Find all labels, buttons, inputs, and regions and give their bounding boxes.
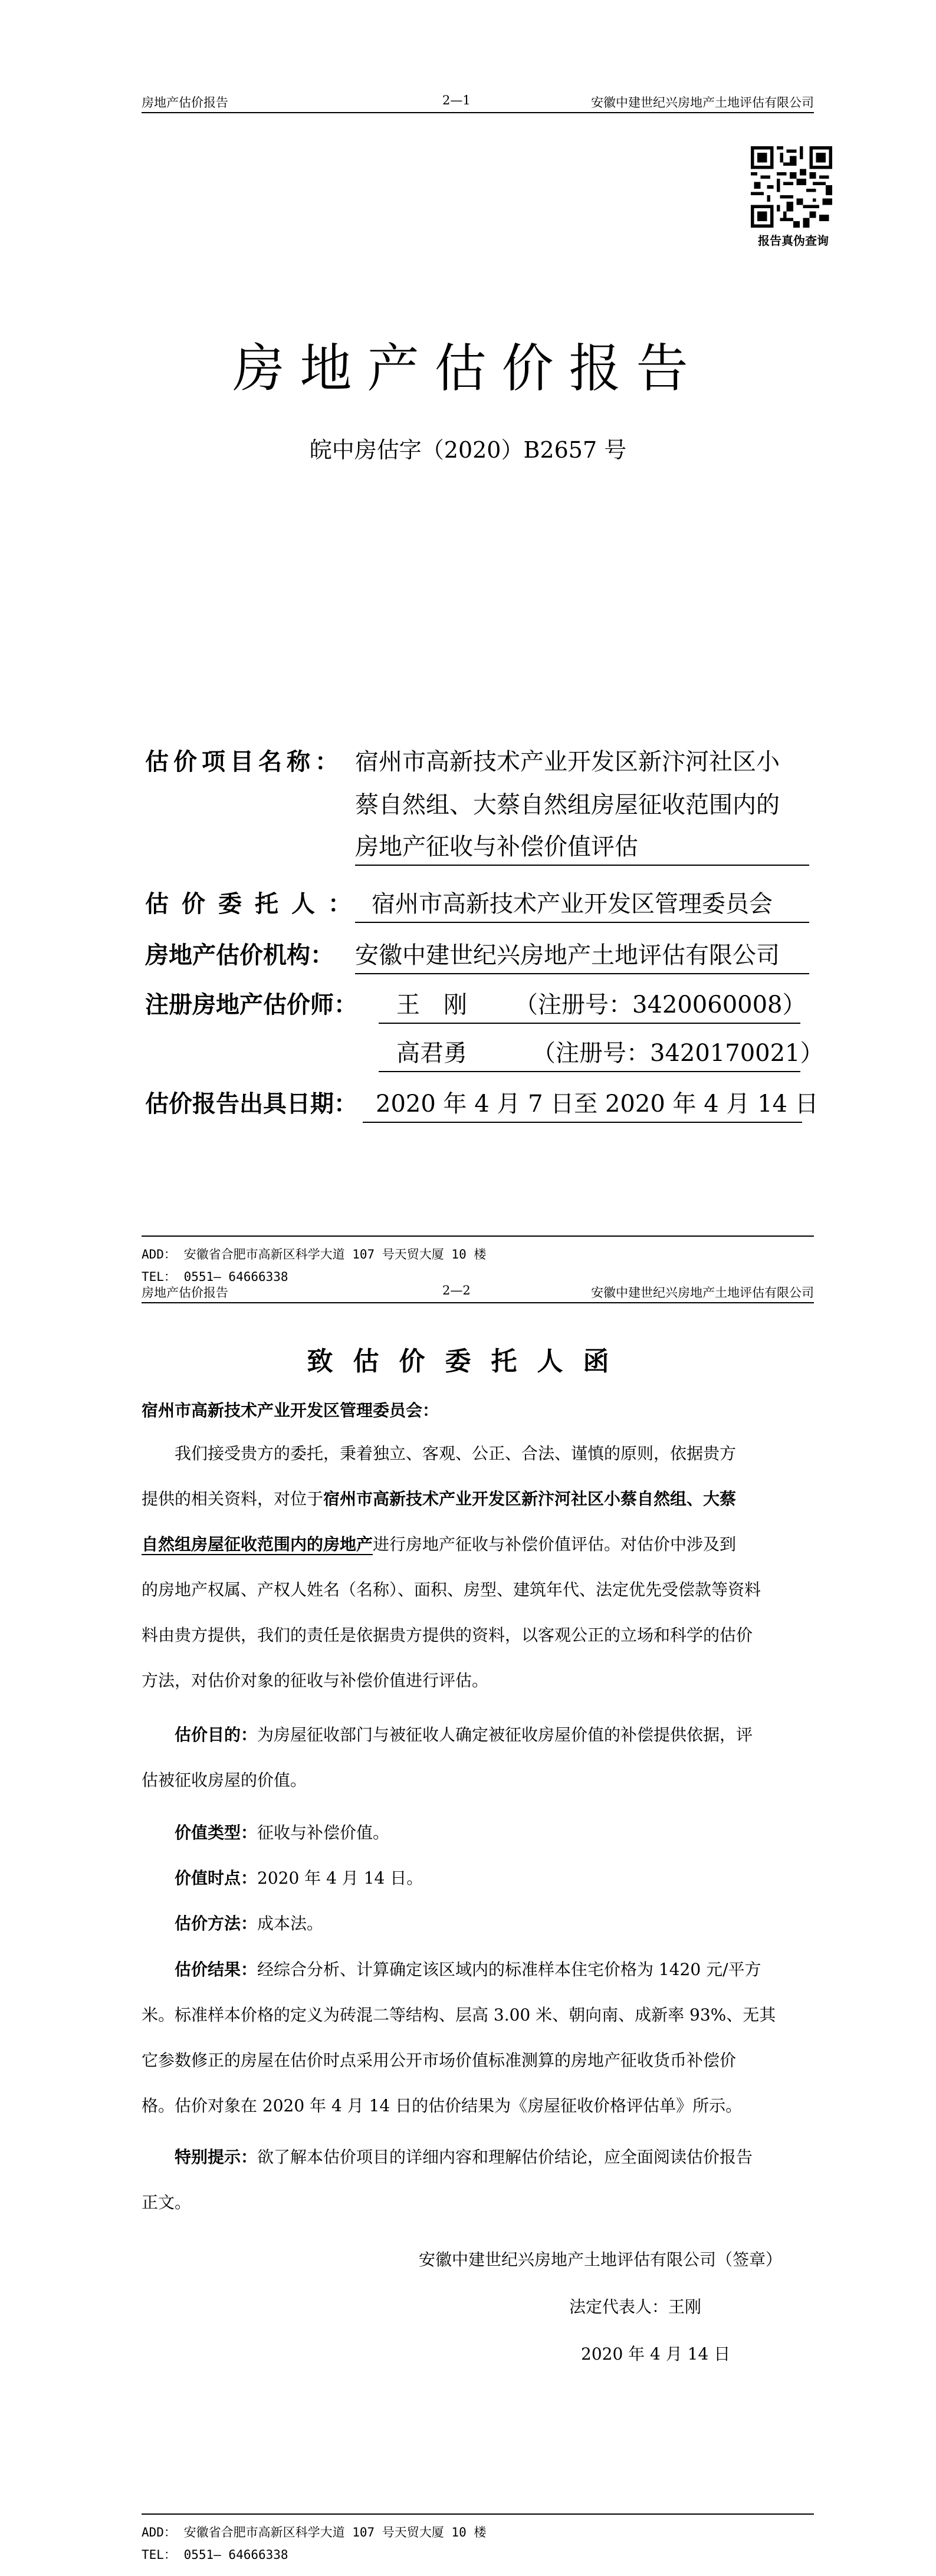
date-row	[145, 1086, 357, 1122]
agency-row	[145, 938, 334, 973]
purpose-line1	[175, 1722, 753, 1746]
value-date	[175, 1865, 423, 1889]
header-left: 房地产估价报告	[142, 96, 228, 110]
appraiser-1	[379, 987, 806, 1024]
project-name-line3: 房地产征收与补偿价值评估	[355, 829, 809, 866]
para1-line3	[142, 1532, 736, 1555]
agency-value: 安徽中建世纪兴房地产土地评估有限公司	[355, 938, 809, 974]
footer-tel: TEL： 0551— 64666338	[142, 1270, 288, 1284]
purpose-label: 估价目的：	[175, 1725, 258, 1744]
header-left: 房地产估价报告	[142, 1286, 228, 1300]
value-type	[175, 1820, 389, 1844]
result-label: 估价结果：	[175, 1960, 258, 1979]
qr-caption: 报告真伪查询	[758, 234, 829, 248]
para1-line6: 方法，对估价对象的征收与补偿价值进行评估。	[142, 1671, 489, 1690]
notice-label: 特别提示：	[175, 2147, 258, 2167]
appraiser-2-reg: （注册号：3420170021）	[532, 1040, 824, 1067]
appraiser-1-name: 王 刚	[396, 991, 467, 1018]
page-header	[142, 88, 814, 113]
purpose-text: 为房屋征收部门与被征收人确定被征收房屋价值的补偿提供依据，评	[257, 1725, 753, 1744]
header-page-number: 2—2	[442, 1283, 471, 1297]
appraiser-1-reg: （注册号：3420060008）	[514, 991, 806, 1018]
header-page-number: 2—1	[442, 93, 471, 107]
appraiser-2	[379, 1036, 824, 1072]
result-text: 经综合分析、计算确定该区域内的标准样本住宅价格为 1420 元/平方	[257, 1960, 761, 1979]
notice-text: 欲了解本估价项目的详细内容和理解估价结论，应全面阅读估价报告	[257, 2147, 753, 2167]
appraiser-label: 注册房地产估价师：	[145, 991, 357, 1018]
para1-subject-part2: 自然组房屋征收范围内的房地产	[142, 1535, 373, 1554]
report-number: 皖中房估字（2020）B2657 号	[309, 437, 627, 463]
result-line3: 它参数修正的房屋在估价时点采用公开市场价值标准测算的房地产征收货币补偿价	[142, 2051, 737, 2070]
para1-line1: 我们接受贵方的委托，秉着独立、客观、公正、合法、谨慎的原则，依据贵方	[175, 1444, 737, 1463]
method	[175, 1911, 323, 1934]
para1-line5: 料由贵方提供，我们的责任是依据贵方提供的资料，以客观公正的立场和科学的估价	[142, 1625, 753, 1645]
result-line1	[175, 1957, 761, 1980]
value-type-label: 价值类型：	[175, 1823, 258, 1842]
value-date-value: 2020 年 4 月 14 日。	[257, 1868, 423, 1888]
qr-code-icon[interactable]	[751, 146, 832, 228]
page-footer-2	[142, 2513, 814, 2563]
notice-line2: 正文。	[142, 2193, 192, 2212]
signature-representative: 法定代表人：王刚	[569, 2297, 702, 2317]
value-date-label: 价值时点：	[175, 1868, 258, 1888]
letter-title: 致估价委托人函	[307, 1346, 629, 1376]
header-company: 安徽中建世纪兴房地产土地评估有限公司	[591, 1286, 814, 1300]
para1-line3-text: 进行房地产征收与补偿价值评估。对估价中涉及到	[373, 1535, 737, 1554]
footer-address: ADD： 安徽省合肥市高新区科学大道 107 号天贸大厦 10 楼	[142, 2525, 487, 2539]
result-line2: 米。标准样本价格的定义为砖混二等结构、层高 3.00 米、朝向南、成新率 93%、无其	[142, 2005, 776, 2025]
footer-tel: TEL： 0551— 64666338	[142, 2548, 288, 2562]
para1-line4: 的房地产权属、产权人姓名（名称）、面积、房型、建筑年代、法定优先受偿款等资料	[142, 1580, 761, 1599]
signature-date: 2020 年 4 月 14 日	[581, 2344, 731, 2364]
footer-rule	[142, 2513, 814, 2515]
header-company: 安徽中建世纪兴房地产土地评估有限公司	[591, 96, 814, 110]
appraiser-row	[145, 987, 357, 1023]
result-line4: 格。估价对象在 2020 年 4 月 14 日的估价结果为《房屋征收价格评估单》所示。	[142, 2096, 743, 2115]
date-label: 估价报告出具日期：	[145, 1090, 357, 1118]
notice-line1	[175, 2144, 753, 2168]
para1-line2	[142, 1486, 736, 1510]
project-name-line2: 蔡自然组、大蔡自然组房屋征收范围内的	[355, 791, 780, 819]
project-name-row	[145, 744, 343, 780]
project-name-line1: 宿州市高新技术产业开发区新汴河社区小	[355, 748, 780, 776]
para1-line2-text: 提供的相关资料，对位于	[142, 1489, 324, 1509]
purpose-line2: 估被征收房屋的价值。	[142, 1770, 307, 1790]
page-header-2	[142, 1279, 814, 1303]
project-name-label: 估价项目名称：	[145, 748, 343, 776]
date-value: 2020 年 4 月 7 日至 2020 年 4 月 14 日	[363, 1086, 802, 1123]
value-type-value: 征收与补偿价值。	[257, 1823, 390, 1842]
agency-label: 房地产估价机构：	[145, 942, 334, 969]
client-label: 估价委托人：	[145, 891, 364, 918]
method-value: 成本法。	[257, 1914, 324, 1933]
client-value: 宿州市高新技术产业开发区管理委员会	[355, 886, 809, 923]
letter-addressee: 宿州市高新技术产业开发区管理委员会：	[142, 1401, 439, 1420]
appraiser-2-name: 高君勇	[396, 1040, 467, 1067]
signature-company: 安徽中建世纪兴房地产土地评估有限公司（签章）	[419, 2250, 783, 2269]
client-row	[145, 886, 364, 922]
report-title: 房地产估价报告	[232, 338, 704, 399]
page-footer	[142, 1236, 814, 1285]
para1-subject-part1: 宿州市高新技术产业开发区新汴河社区小蔡自然组、大蔡	[323, 1489, 737, 1509]
footer-rule	[142, 1236, 814, 1237]
footer-address: ADD： 安徽省合肥市高新区科学大道 107 号天贸大厦 10 楼	[142, 1247, 487, 1261]
method-label: 估价方法：	[175, 1914, 258, 1933]
